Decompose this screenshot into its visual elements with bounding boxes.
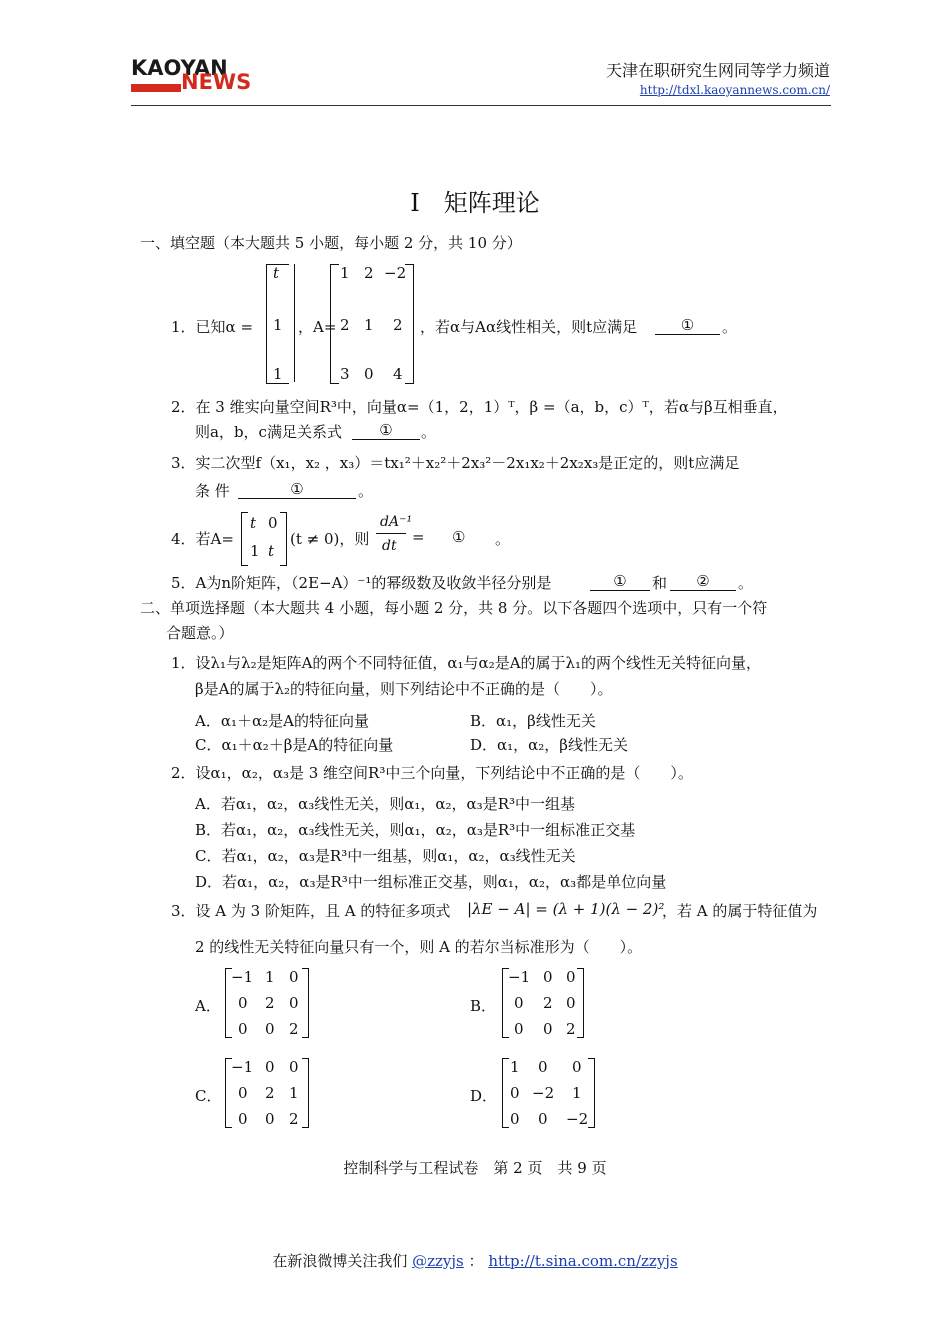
page-footer: 控制科学与工程试卷 第 2 页 共 9 页: [343, 1159, 607, 1177]
b-m-2-2: 2: [566, 1020, 576, 1038]
q4-m-1-0: 1: [250, 542, 260, 560]
c-m-1-1: 2: [265, 1084, 275, 1102]
logo-red-bar: [131, 84, 181, 92]
d-m-2-1: 0: [538, 1110, 548, 1128]
d-m-2-2: −2: [566, 1110, 589, 1128]
section1-heading: 一、填空题（本大题共 5 小题，每小题 2 分，共 10 分）: [140, 234, 522, 252]
q4-fraction-bar: [376, 533, 406, 534]
a-m-1-0: 0: [238, 994, 248, 1012]
q1-mid: ，A=: [298, 318, 337, 336]
b-m-0-0: −1: [508, 968, 531, 986]
q4-period: 。: [495, 530, 511, 548]
s2-q3-line1-pre: 3．设 A 为 3 阶矩阵，且 A 的特征多项式: [171, 902, 451, 920]
s2-q3-b-right-bracket: [577, 968, 584, 1038]
d-m-0-2: 0: [572, 1058, 582, 1076]
header-divider: [131, 105, 831, 106]
q1-matrix-left-bracket: [330, 264, 339, 384]
q3-blank: ①: [238, 480, 356, 499]
q1-m-0-0: 1: [340, 264, 350, 282]
s2-q1-line2: β是A的属于λ₂的特征向量，则下列结论中不正确的是（ ）。: [195, 680, 613, 698]
q4-m-0-0: t: [250, 514, 257, 532]
weibo-separator: ：: [468, 1252, 484, 1270]
c-m-2-1: 0: [265, 1110, 275, 1128]
q1-m-2-2: 4: [393, 365, 403, 383]
q4-matrix-right-bracket: [280, 512, 287, 566]
b-m-1-1: 2: [543, 994, 553, 1012]
s2-q2-option-b[interactable]: B．若α₁，α₂，α₃线性无关，则α₁，α₂，α₃是R³中一组标准正交基: [195, 821, 636, 839]
q4-m-1-1: t: [268, 542, 275, 560]
s2-q3-line2: 2 的线性无关特征向量只有一个，则 A 的若尔当标准形为（ ）。: [195, 938, 643, 956]
q5-text: 5．A为n阶矩阵，（2E−A）⁻¹的幂级数及收敛半径分别是: [171, 574, 552, 592]
q1-m-2-0: 3: [340, 365, 350, 383]
q2-line1: 2．在 3 维实向量空间R³中，向量α=（1，2，1）ᵀ，β =（a，b，c）ᵀ，若α与β互相垂直，: [171, 398, 788, 416]
a-m-0-2: 0: [289, 968, 299, 986]
weibo-url-link[interactable]: http://t.sina.com.cn/zzyjs: [488, 1252, 678, 1270]
logo-text-bottom: NEWS: [181, 70, 252, 94]
q4-m-0-1: 0: [268, 514, 278, 532]
s2-q1-line1: 1．设λ₁与λ₂是矩阵A的两个不同特征值，α₁与α₂是A的属于λ₁的两个线性无关特征向量，: [171, 654, 762, 672]
c-m-1-0: 0: [238, 1084, 248, 1102]
weibo-handle-link[interactable]: @zzyjs: [412, 1252, 464, 1270]
q4-cond: (t ≠ 0)，则: [290, 530, 370, 548]
s2-q1-option-b[interactable]: B．α₁，β线性无关: [470, 712, 596, 730]
d-m-1-2: 1: [572, 1084, 582, 1102]
section2-heading-line2: 合题意。）: [166, 624, 234, 642]
q3-period: 。: [358, 482, 374, 500]
b-m-2-0: 0: [514, 1020, 524, 1038]
q1-vec-1: 1: [273, 316, 283, 334]
q1-m-1-2: 2: [393, 316, 403, 334]
s2-q1-option-d[interactable]: D．α₁，α₂，β线性无关: [470, 736, 628, 754]
c-m-0-2: 0: [289, 1058, 299, 1076]
q1-m-0-2: −2: [384, 264, 407, 282]
a-m-2-0: 0: [238, 1020, 248, 1038]
q4-eq: =: [412, 528, 425, 546]
c-m-0-1: 0: [265, 1058, 275, 1076]
s2-q3-line1-post: ，若 A 的属于特征值为: [662, 902, 818, 920]
b-m-0-2: 0: [566, 968, 576, 986]
site-title: 天津在职研究生网同等学力频道: [605, 61, 830, 80]
a-m-1-1: 2: [265, 994, 275, 1012]
c-m-2-0: 0: [238, 1110, 248, 1128]
q3-line1: 3．实二次型f（x₁，x₂ ，x₃）＝tx₁²＋x₂²＋2x₃²－2x₁x₂＋2x₂x₃是正定的，则t应满足: [171, 454, 740, 472]
header-right: [606, 58, 830, 97]
c-m-1-2: 1: [289, 1084, 299, 1102]
logo-text-top: KAOYAN: [131, 56, 228, 80]
page-title: I 矩阵理论: [410, 189, 540, 217]
weibo-follow-text: 在新浪微博关注我们: [272, 1252, 408, 1270]
section2-heading-line1: 二、单项选择题（本大题共 4 小题，每小题 2 分，共 8 分。以下各题四个选项中，只有一个符: [140, 599, 768, 617]
s2-q3-poly: |λE − A| = (λ + 1)(λ − 2)²: [467, 900, 665, 918]
b-m-1-2: 0: [566, 994, 576, 1012]
q2-line2: 则a，b，c满足关系式: [195, 423, 342, 441]
s2-q1-option-a[interactable]: A．α₁＋α₂是A的特征向量: [195, 712, 369, 730]
c-m-0-0: −1: [231, 1058, 254, 1076]
s2-q2-option-c[interactable]: C．若α₁，α₂，α₃是R³中一组基，则α₁，α₂，α₃线性无关: [195, 847, 576, 865]
q1-m-1-0: 2: [340, 316, 350, 334]
b-m-2-1: 0: [543, 1020, 553, 1038]
q1-tail: ，若α与Aα线性相关，则t应满足: [420, 318, 638, 336]
a-m-2-2: 2: [289, 1020, 299, 1038]
d-m-2-0: 0: [510, 1110, 520, 1128]
s2-q3-d-left-bracket: [502, 1058, 509, 1128]
q5-blank2: ②: [670, 572, 736, 591]
d-m-1-0: 0: [510, 1084, 520, 1102]
b-m-1-0: 0: [514, 994, 524, 1012]
q5-and: 和: [652, 574, 668, 592]
q4-blank: ①: [452, 528, 466, 546]
b-m-0-1: 0: [543, 968, 553, 986]
q1-matrix-right-bracket: [405, 264, 414, 384]
site-url-link[interactable]: http://tdxl.kaoyannews.com.cn/: [639, 83, 830, 97]
q2-period: 。: [421, 423, 437, 441]
q5-period: 。: [738, 574, 754, 592]
s2-q2-line1: 2．设α₁，α₂，α₃是 3 维空间R³中三个向量，下列结论中不正确的是（ ）。: [171, 764, 693, 782]
kaoyan-logo: [131, 56, 252, 96]
s2-q1-option-c[interactable]: C．α₁＋α₂＋β是A的特征向量: [195, 736, 394, 754]
s2-q3-option-c-label[interactable]: C．: [195, 1087, 222, 1105]
s2-q2-option-a[interactable]: A．若α₁，α₂，α₃线性无关，则α₁，α₂，α₃是R³中一组基: [195, 795, 575, 813]
s2-q3-option-a-label[interactable]: A．: [195, 997, 221, 1015]
weibo-follow-line: [0, 1250, 950, 1271]
q4-pre: 4．若A=: [171, 530, 234, 548]
a-m-1-2: 0: [289, 994, 299, 1012]
q4-fraction-den: dt: [382, 538, 397, 554]
q1-blank: ①: [655, 316, 720, 335]
s2-q3-a-right-bracket: [302, 968, 309, 1038]
q3-line2: 条 件: [195, 482, 230, 500]
q1-m-2-1: 0: [364, 365, 374, 383]
q4-matrix-left-bracket: [241, 512, 248, 566]
s2-q3-option-b-label[interactable]: B．: [470, 997, 497, 1015]
q1-m-1-1: 1: [364, 316, 374, 334]
a-m-2-1: 0: [265, 1020, 275, 1038]
s2-q3-option-d-label[interactable]: D．: [470, 1087, 498, 1105]
q5-blank1: ①: [590, 572, 650, 591]
q1-m-0-1: 2: [364, 264, 374, 282]
q2-blank: ①: [352, 421, 420, 440]
s2-q3-d-right-bracket: [588, 1058, 595, 1128]
c-m-2-2: 2: [289, 1110, 299, 1128]
q1-vec-0: t: [273, 264, 280, 282]
s2-q2-option-d[interactable]: D．若α₁，α₂，α₃是R³中一组标准正交基，则α₁，α₂，α₃都是单位向量: [195, 873, 667, 891]
d-m-1-1: −2: [532, 1084, 555, 1102]
a-m-0-1: 1: [265, 968, 275, 986]
q1-period: 。: [722, 318, 738, 336]
a-m-0-0: −1: [231, 968, 254, 986]
s2-q3-c-right-bracket: [302, 1058, 309, 1128]
q1-vec-2: 1: [273, 365, 283, 383]
q4-fraction-num: dA⁻¹: [380, 514, 413, 530]
q1-text: 1．已知α =: [171, 318, 254, 336]
d-m-0-0: 1: [510, 1058, 520, 1076]
q1-vector-right-bracket: [288, 264, 295, 382]
d-m-0-1: 0: [538, 1058, 548, 1076]
